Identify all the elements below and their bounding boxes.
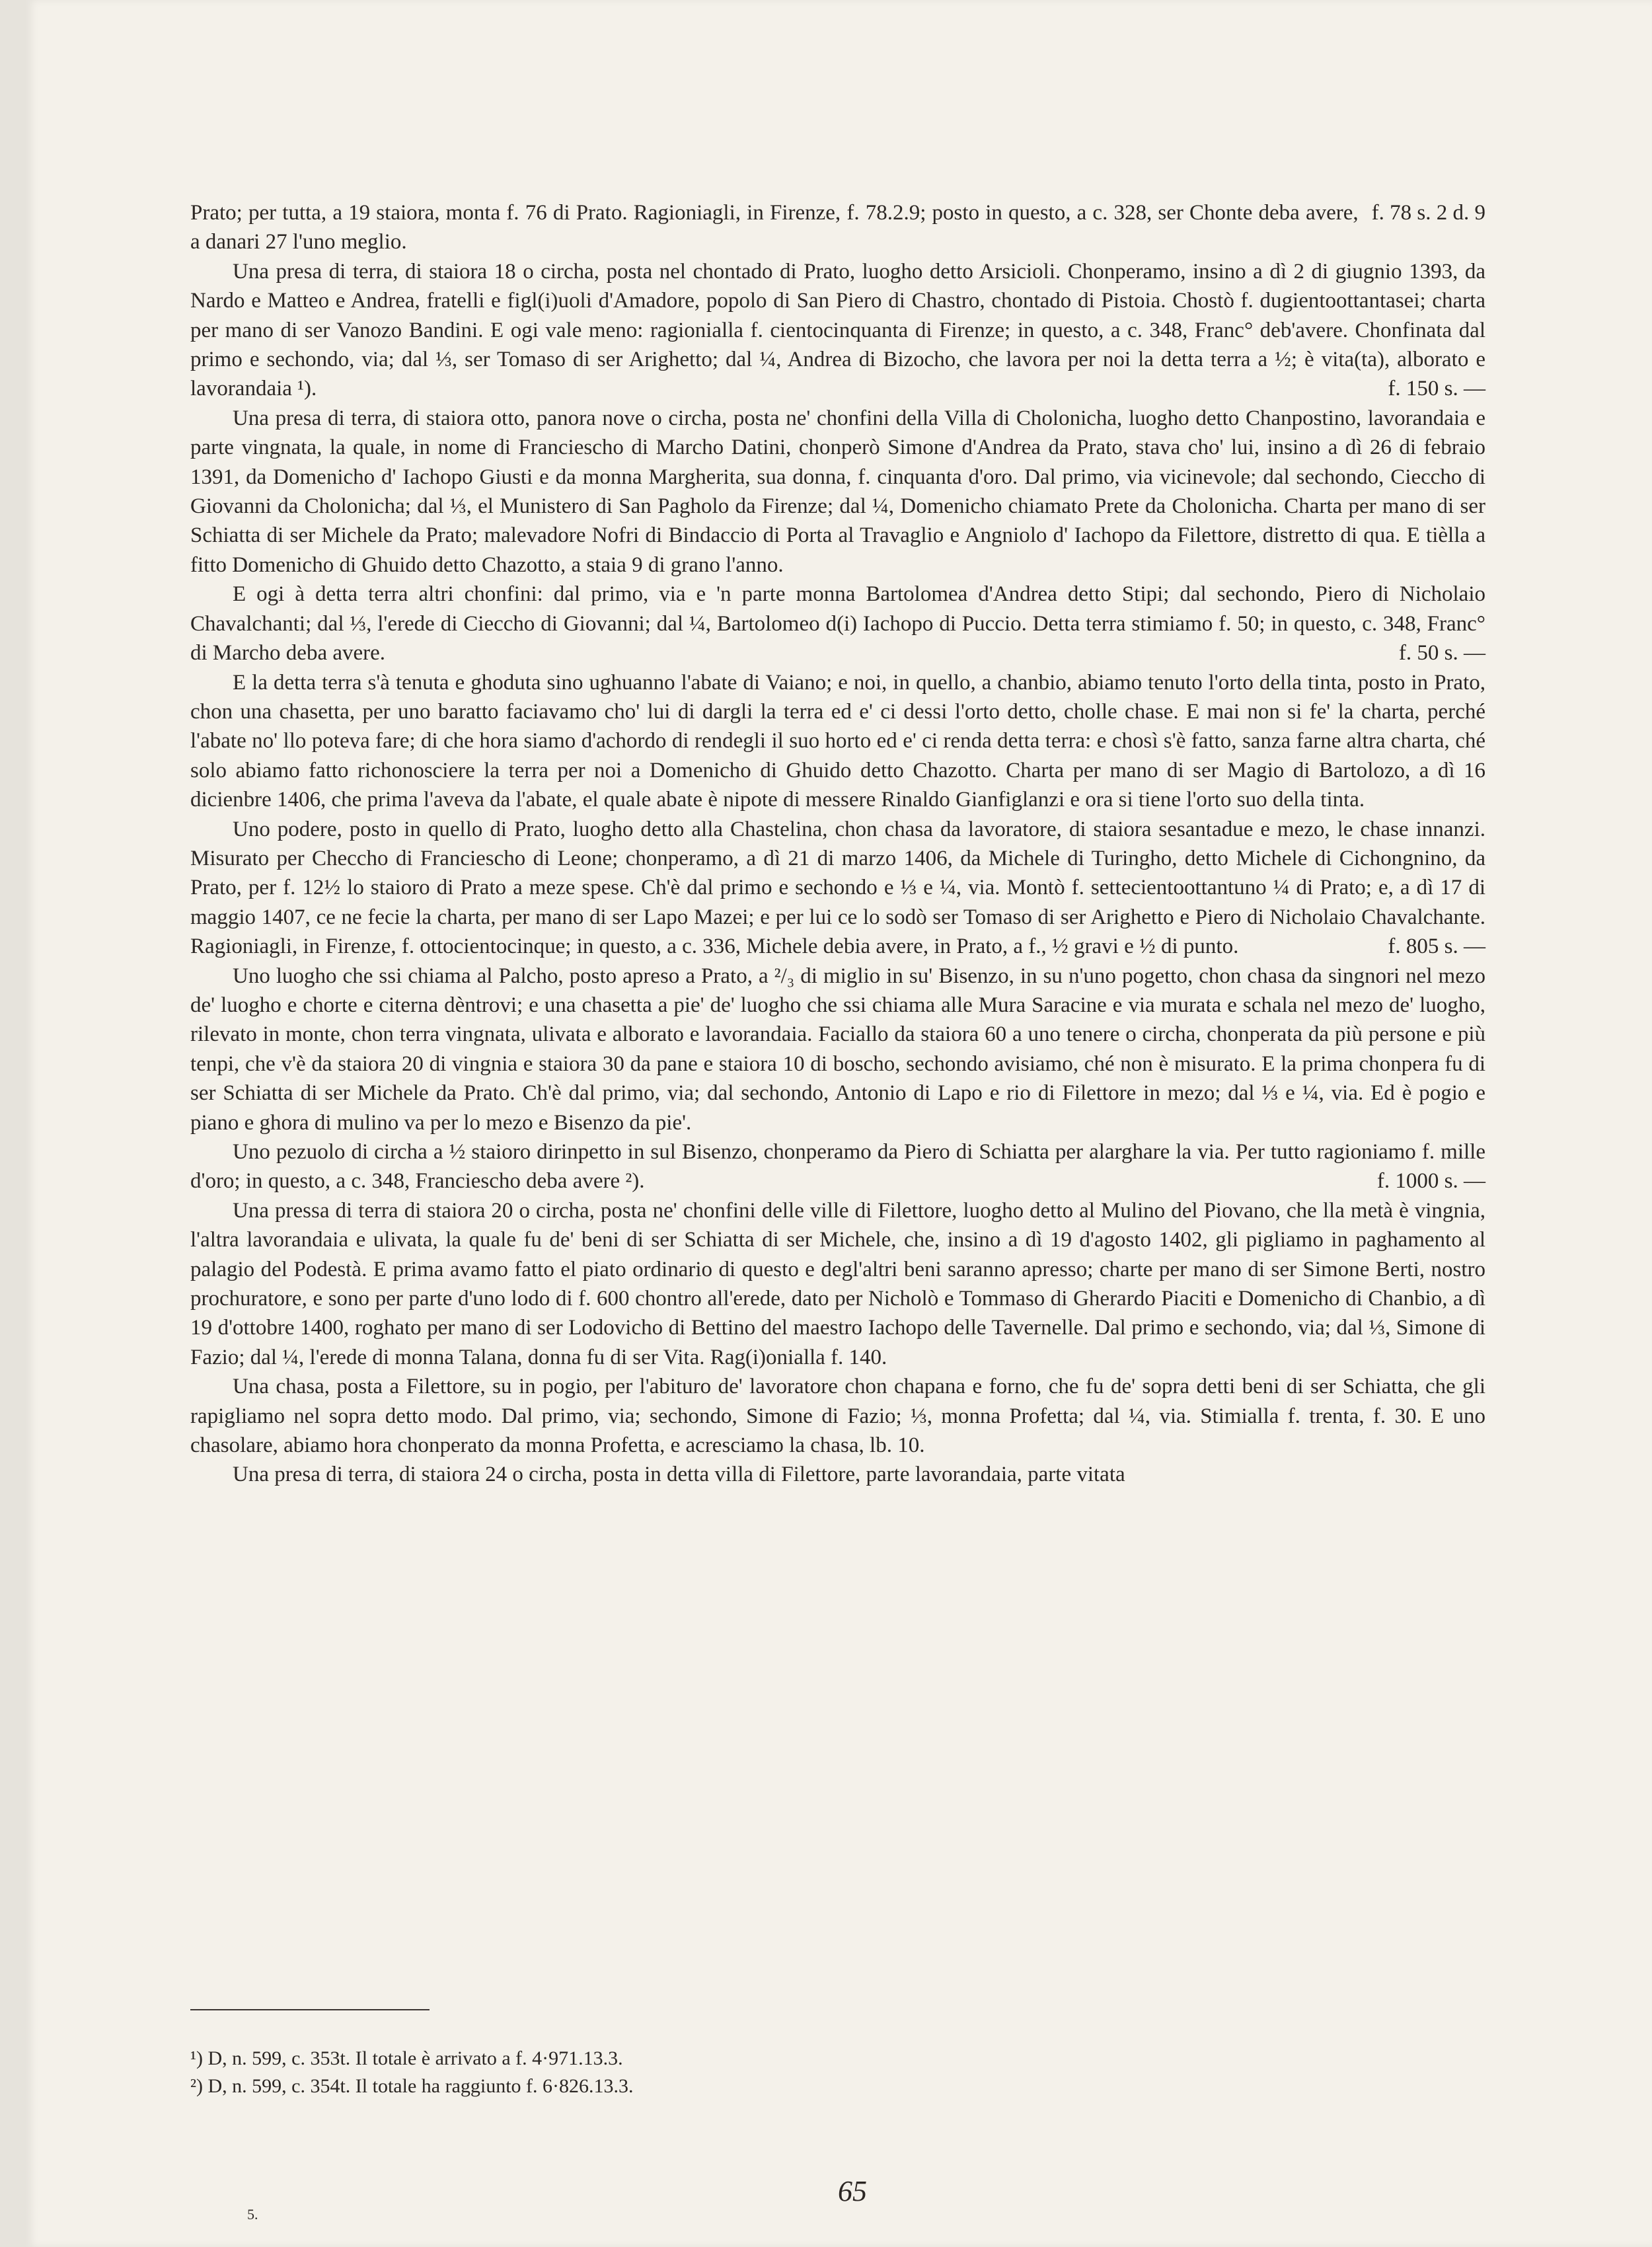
- paragraph: E ogi à detta terra altri chonfini: dal primo, via e 'n parte monna Bartolomea d'Andrea detto Stipi; dal sechondo, Piero di Nicholaio Chavalchanti; dal ⅓, l'erede di Ciecchо di Giovanni; dal ¼, Bartolomeo d(i) Iachopo di Puccio. Detta terra stimiamo f. 50; in questo, c. 348, Franc° di Marcho deba avere. f. 50 s. —: [190, 580, 1485, 667]
- paragraph: E la detta terra s'à tenuta e ghoduta sino ughuanno l'abate di Vaiano; e noi, in quello, a chanbio, abiamo tenuto l'orto della tinta, posto in Prato, chon una chasetta, per uno baratto faciavamo cho' lui di dargli la terra ed e' ci dessi l'orto detto, cholle chase. E mai non si fe' la charta, perché l'abate no' llo poteva fare; di che hora siamo d'achordo di rendegli il suo horto ed e' ci renda detta terra: e chosì s'è fatto, sanza farne altra charta, ché solo abiamo fatto richonosciere la terra per noi a Domenicho di Ghuido detto Chazotto. Charta per mano di ser Magio di Bartolozo, a dì 16 dicienbre 1406, che prima l'aveva da l'abate, el quale abate è nipote di messere Rinaldo Gianfiglanzi e ora si tiene l'orto suo della tinta.: [190, 670, 1485, 812]
- paragraph: Uno podere, posto in quello di Prato, luogho detto alla Chastelina, chon chasa da lavoratore, di staiora sesantadue e mezo, le chase innanzi. Misurato per Checcho di Franciescho di Leone; chonperamo, a dì 21 di marzo 1406, da Michele di Turingho, detto Michele di Cichongnino, da Prato, per f. 12½ lo staioro di Prato a meze spese. Ch'è dal primo e sechondo e ⅓ e ¼, via. Montò f. settecientoottantuno ¼ di Prato; e, a dì 17 di maggio 1407, ce ne fecie la charta, per mano di ser Lapo Mazei; e per lui ce lo sodò ser Tomaso di ser Arighetto e Piero di Nicholaio Chavalchante. Ragioniagli, in Firenze, f. ottocientocinque; in questo, a c. 336, Michele debia avere, in Prato, a f., ½ gravi e ½ di punto. f. 805 s. —: [190, 815, 1485, 962]
- paragraph: f. 78 s. 2 d. 9 Prato; per tutta, a 19 staiora, monta f. 76 di Prato. Ragioniagli, in Firenze, f. 78.2.9; posto in questo, a c. 328, ser Chonte deba avere, a danari 27 l'uno meglio.: [190, 198, 1485, 257]
- footnote-rule: [190, 2009, 430, 2010]
- signature-mark: 5.: [247, 2206, 258, 2223]
- amount: f. 50 s. —: [1398, 641, 1485, 666]
- footnotes: [190, 2009, 1485, 2100]
- paragraph: Una pressa di terra di staiora 20 o circha, posta ne' chonfini delle ville di Filettore, luogho detto al Mulino del Piovano, che lla metà è vingnia, l'altra lavorandaia e ulivata, la quale fu de' beni di ser Schiatta di ser Michele, che, insino a dì 19 d'agosto 1402, gli pigliamo in paghamento al palagio del Podestà. E prima avamo fatto el piato ordinario di questo e degl'altri beni saranno apresso; charte per mano di ser Simone Berti, nostro prochuratore, e sono per parte d'uno lodo di f. 600 chontro all'erede, dato per Nicholò e Tommaso di Gherardo Piaciti e Domenicho di Chanbio, a dì 19 d'ottobre 1400, roghato per mano di ser Lodovicho di Bettino del maestro Iachopo delle Tavernelle. Dal primo e sechondo, via; dal ⅓, Simone di Fazio; dal ¼, l'erede di monna Talana, donna fu di ser Vita. Rag(i)onialla f. 140.: [190, 1198, 1485, 1369]
- footnote: ²) D, n. 599, c. 354t. Il totale ha raggiunto f. 6·826.13.3.: [190, 2075, 634, 2097]
- paragraph: Uno luogho che ssi chiama al Palcho, posto apreso a Prato, a ²/₃ di miglio in su' Bisenzo, in su n'uno pogetto, chon chasa da singnori nel mezo de' luogho e chorte e citerna dèntrovi; e una chasetta a pie' de' luogho che ssi chiama alle Mura Saracine e via murata e schala nel mezo de' luogho, rilevato in monte, chon terra vingnata, ulivata e alborato e lavorandaia. Faciallo da staiora 60 a uno tenere o circha, chonperata da più persone e più tenpi, che v'è da staiora 20 di vingnia e staiora 30 da pane e staiora 10 di boscho, sechondo avisiamo, ché non è misurato. E la prima chonpera fu di ser Schiatta di ser Michele da Prato. Ch'è dal primo, via; dal sechondo, Antonio di Lapo e rio di Filettore in mezo; dal ⅓ e ¼, via. Ed è pogio e piano e ghora di mulino va per lo mezo e Bisenzo da pie'.: [190, 964, 1485, 1135]
- paragraph: Uno pezuolo di circha a ½ staioro dirinpetto in sul Bisenzo, chonperamo da Piero di Schiatta per alarghare la via. Per tutto ragioniamo f. mille d'oro; in questo, a c. 348, Franciescho deba avere ²). f. 1000 s. —: [190, 1137, 1485, 1196]
- footnote: ¹) D, n. 599, c. 353t. Il totale è arrivato a f. 4·971.13.3.: [190, 2047, 623, 2069]
- amount: f. 150 s. —: [1388, 377, 1485, 401]
- paragraph: Una presa di terra, di staiora 24 o circha, posta in detta villa di Filettore, parte lavorandaia, parte vitata: [233, 1463, 1125, 1487]
- paragraph: Una chasa, posta a Filettore, su in pogio, per l'abituro de' lavoratore chon chapana e forno, che fu de' sopra detti beni di ser Schiatta, che gli rapigliamo nel sopra detto modo. Dal primo, via; sechondo, Simone di Fazio; ⅓, monna Profetta; dal ¼, via. Stimialla f. trenta, f. 30. E uno chasolare, abiamo hora chonperato da monna Profetta, e acresciamo la chasa, lb. 10.: [190, 1375, 1485, 1458]
- page-sheet: [26, 0, 1652, 2247]
- amount: f. 805 s. —: [1388, 934, 1485, 959]
- amount: f. 1000 s. —: [1376, 1169, 1485, 1194]
- paragraph: Una presa di terra, di staiora 18 o circha, posta nel chontado di Prato, luogho detto Arsicioli. Chonperamo, insino a dì 2 di giugnio 1393, da Nardo e Matteo e Andrea, fratelli e figl(i)uoli d'Amadore, popolo di San Piero di Chastro, chontado di Pistoia. Chostò f. dugientoottantasei; charta per mano di ser Vanozo Bandini. E ogi vale meno: ragionialla f. cientocinquanta di Firenze; in questo, a c. 348, Franc° deb'avere. Chonfinata dal primo e sechondo, via; dal ⅓, ser Tomaso di ser Arighetto; dal ¼, Andrea di Bizocho, che lavora per noi la detta terra a ½; è vita(ta), alborato e lavorandaia ¹). f. 150 s. —: [190, 257, 1485, 404]
- amount: f. 78 s. 2 d. 9: [1371, 201, 1485, 225]
- main-text: [190, 198, 1485, 1490]
- paragraph: Una presa di terra, di staiora otto, panora nove o circha, posta ne' chonfini della Villa di Cholonicha, luogho detto Chanpostino, lavorandaia e parte vingnata, la quale, in nome di Franciescho di Marcho Datini, chonperò Simone d'Andrea da Prato, stava cho' lui, insino a dì 26 di febraio 1391, da Domenicho d' Iachopo Giusti e da monna Margherita, sua donna, f. cinquanta d'oro. Dal primo, via vicinevole; dal sechondo, Ciecchо di Giovanni da Cholonicha; dal ⅓, el Munistero di San Pagholo da Firenze; dal ¼, Domenicho chiamato Prete da Cholonicha. Charta per mano di ser Schiatta di ser Michele da Prato; malevadore Nofri di Bindaccio di Porta al Travaglio e Angniolo d' Iachopo da Filettore, distretto di qua. E tièlla a fitto Domenicho di Ghuido detto Chazotto, a staia 9 di grano l'anno.: [190, 406, 1485, 577]
- page-number: 65: [838, 2175, 867, 2207]
